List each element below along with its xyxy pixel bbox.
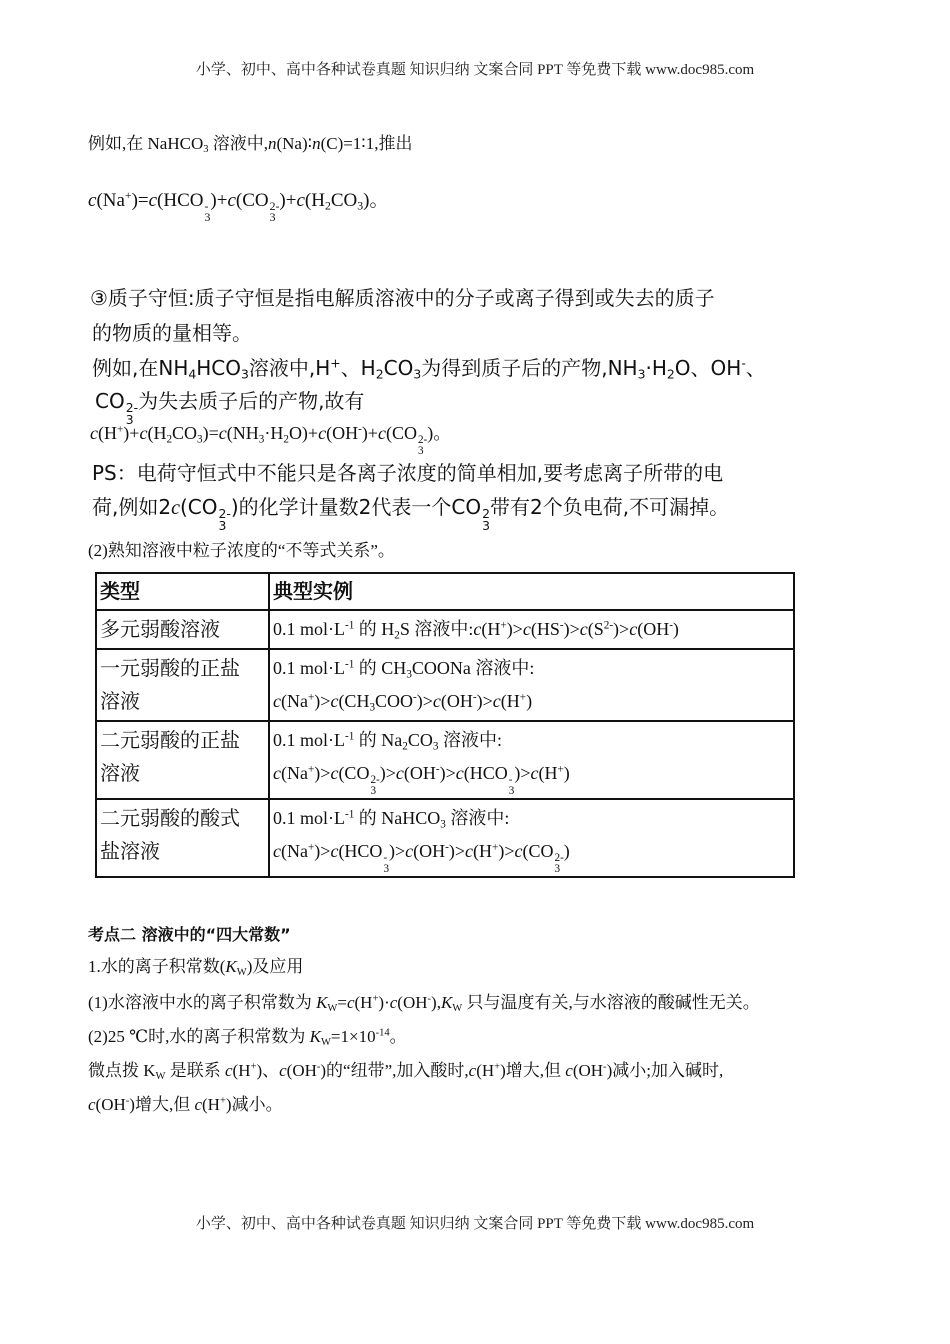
proton-line-4-text: 为失去质子后的产物,故有 (138, 389, 365, 413)
row-example: 0.1 $mol\cdot L^{-1}$ 的 $H_2S$ 溶液中$:c(H^+)>c(HS^-)>c(S^{2-})>c(OH^-)$ (269, 610, 794, 649)
inequality-title: (2)熟知溶液中粒子浓度的“不等式关系”。 (88, 541, 395, 560)
row-type: 一元弱酸的正盐 溶液 (96, 649, 269, 721)
row-type: 多元弱酸溶液 (96, 610, 269, 649)
section-tip-line2: c(OH-)增大,但 c(H+)减小。 (88, 1095, 283, 1114)
proton-equation: $c(H^+)+c(H_2CO_3)=c(NH_3\cdot H_2O)+c(OH^-)+c(CO$ 2- 3 )。 (90, 423, 452, 457)
table-header-row (96, 573, 794, 610)
row-example: 0.1 $mol\cdot L^{-1}$ 的 NaHCO$_3$ 溶液中: c(Na+)>c(HCO - 3 )>c(OH-)>c(H+)>c(CO 2- 3 ) (269, 799, 794, 877)
inequality-table (95, 572, 795, 878)
material-equation: c(Na+)=c(HCO - 3 )+c(CO 2- 3 )$+c(H_2CO_3)$。 (88, 188, 389, 225)
row-type: 二元弱酸的正盐 溶液 (96, 721, 269, 799)
table-row (96, 799, 794, 877)
row-type: 二元弱酸的酸式 盐溶液 (96, 799, 269, 877)
header-example: 典型实例 (269, 573, 794, 610)
ps-label: PS (92, 461, 117, 485)
table-row (96, 649, 794, 721)
material-example-mid: 溶液中, (208, 134, 268, 153)
section-sub1: 1.水的离子积常数$(K_W)$及应用 (88, 957, 304, 979)
material-example-line: 例如,在 NaHCO$_3$ 溶液中,n(Na)∶n(C)=1∶1,推出 (88, 134, 413, 156)
ps-line-2: 荷,例如2c(CO 2- 3 )的化学计量数2代表一个CO 2 3 带有2个负电荷,不可漏掉。 (92, 495, 730, 534)
section-tip-line1: 微点拨 $K_W$ 是联系 c(H+)、c(OH-)的“纽带”,加入酸时,c(H+)增大,但 c(OH-)减小;加入碱时, (88, 1061, 724, 1083)
section-item1: (1)水溶液中水的离子积常数为 $K_W=c(H^+)\cdot c(OH^-),K_W$ 只与温度有关,与水溶液的酸碱性无关。 (88, 993, 760, 1015)
page-header: 小学、初中、高中各种试卷真题 知识归纳 文案合同 PPT 等免费下载 www.doc985.com (195, 62, 755, 78)
header-type: 类型 (96, 573, 269, 610)
page-footer: 小学、初中、高中各种试卷真题 知识归纳 文案合同 PPT 等免费下载 www.doc985.com (195, 1216, 755, 1232)
section-heading: 考点二 溶液中的“四大常数” (88, 925, 291, 944)
proton-line-1: ③质子守恒:质子守恒是指电解质溶液中的分子或离子得到或失去的质子 (90, 286, 715, 310)
row-example: 0.1 $mol\cdot L^{-1}$ 的 $CH_3COONa$ 溶液中: $c(Na^+)>c(CH_3COO^-)>c(OH^-)>c(H^+)$ (269, 649, 794, 721)
table-row (96, 721, 794, 799)
proton-line-4: CO 2- 3 为失去质子后的产物,故有 (95, 389, 365, 428)
section-item2: (2)25 ℃时,水的离子积常数为 $K_W=1\times 10^{-14}$。 (88, 1027, 407, 1049)
row-example: 0.1 $mol\cdot L^{-1}$ 的 $Na_2CO_3$ 溶液中: c(Na+)>c(CO 2- 3 )>c(OH-)>c(HCO - 3 )>c(H+) (269, 721, 794, 799)
table-row (96, 610, 794, 649)
ps-text: ：电荷守恒式中不能只是各离子浓度的简单相加,要考虑离子所带的电 (116, 461, 724, 485)
material-example-text: 例如,在 NaHCO (88, 134, 204, 153)
proton-line-3: 例如,在$NH_4HCO_3$溶液中,H+、$H_2CO_3$为得到质子后的产物$,NH_3\cdot H_2O$、OH-、 (92, 355, 766, 382)
subscript: 3 (203, 144, 209, 156)
ps-line-1 (92, 460, 723, 486)
proton-line-2: 的物质的量相等。 (92, 321, 252, 345)
